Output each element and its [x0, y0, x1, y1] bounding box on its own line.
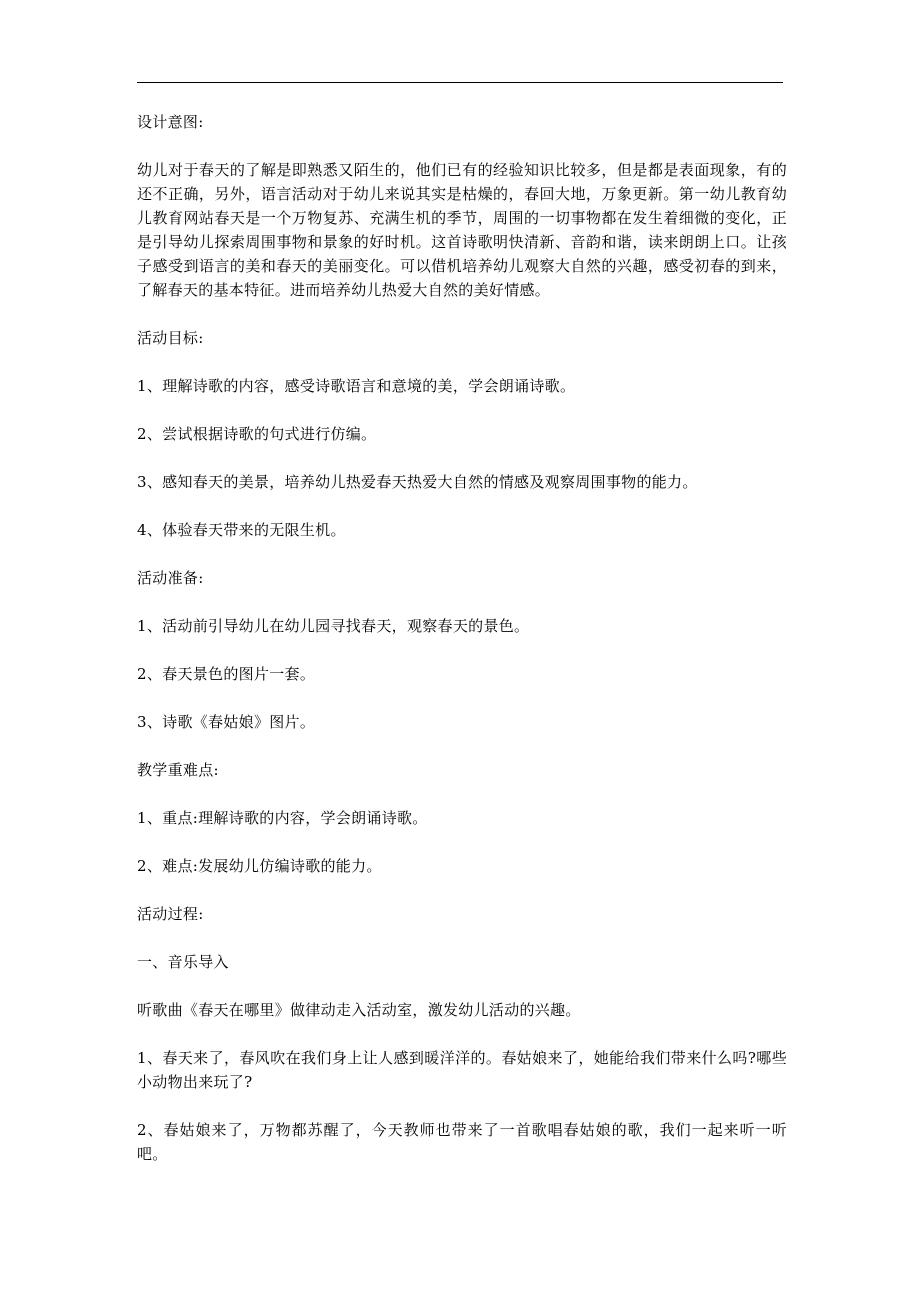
preparation-item-2: 2、春天景色的图片一套。	[137, 665, 316, 683]
heading-activity-process: 活动过程:	[137, 905, 204, 923]
process-step-1-description: 听歌曲《春天在哪里》做律动走入活动室，激发幼儿活动的兴趣。	[137, 1001, 581, 1019]
process-substep-2: 2、春姑娘来了，万物都苏醒了，今天教师也带来了一首歌唱春姑娘的歌，我们一起来听一听吧。	[137, 1121, 787, 1163]
goal-item-3: 3、感知春天的美景，培养幼儿热爱春天热爱大自然的情感及观察周围事物的能力。	[137, 473, 698, 491]
key-point-item: 1、重点:理解诗歌的内容，学会朗诵诗歌。	[137, 809, 428, 827]
header-rule	[137, 82, 783, 83]
preparation-item-1: 1、活动前引导幼儿在幼儿园寻找春天，观察春天的景色。	[137, 617, 530, 635]
heading-design-intent: 设计意图:	[137, 113, 204, 131]
process-step-1-title: 一、音乐导入	[137, 953, 229, 971]
document-body	[137, 110, 787, 1190]
preparation-item-3: 3、诗歌《春姑娘》图片。	[137, 713, 316, 731]
paragraph-design-intent: 幼儿对于春天的了解是即熟悉又陌生的，他们已有的经验知识比较多，但是都是表面现象，有的还不正确，另外，语言活动对于幼儿来说其实是枯燥的，春回大地，万象更新。第一幼儿教育幼儿教育网站春天是一个万物复苏、充满生机的季节，周围的一切事物都在发生着细微的变化，正是引导幼儿探索周围事物和景象的好时机。这首诗歌明快清新、音韵和谐，读来朗朗上口。让孩子感受到语言的美和春天的美丽变化。可以借机培养幼儿观察大自然的兴趣，感受初春的到来，了解春天的基本特征。进而培养幼儿热爱大自然的美好情感。	[137, 161, 787, 299]
difficulty-item: 2、难点:发展幼儿仿编诗歌的能力。	[137, 857, 382, 875]
heading-key-difficulties: 教学重难点:	[137, 761, 219, 779]
heading-activity-preparation: 活动准备:	[137, 569, 204, 587]
goal-item-4: 4、体验春天带来的无限生机。	[137, 521, 346, 539]
goal-item-2: 2、尝试根据诗歌的句式进行仿编。	[137, 425, 377, 443]
goal-item-1: 1、理解诗歌的内容，感受诗歌语言和意境的美，学会朗诵诗歌。	[137, 377, 576, 395]
process-substep-1: 1、春天来了，春风吹在我们身上让人感到暖洋洋的。春姑娘来了，她能给我们带来什么吗?哪些小动物出来玩了?	[137, 1049, 787, 1091]
heading-activity-goals: 活动目标:	[137, 329, 204, 347]
